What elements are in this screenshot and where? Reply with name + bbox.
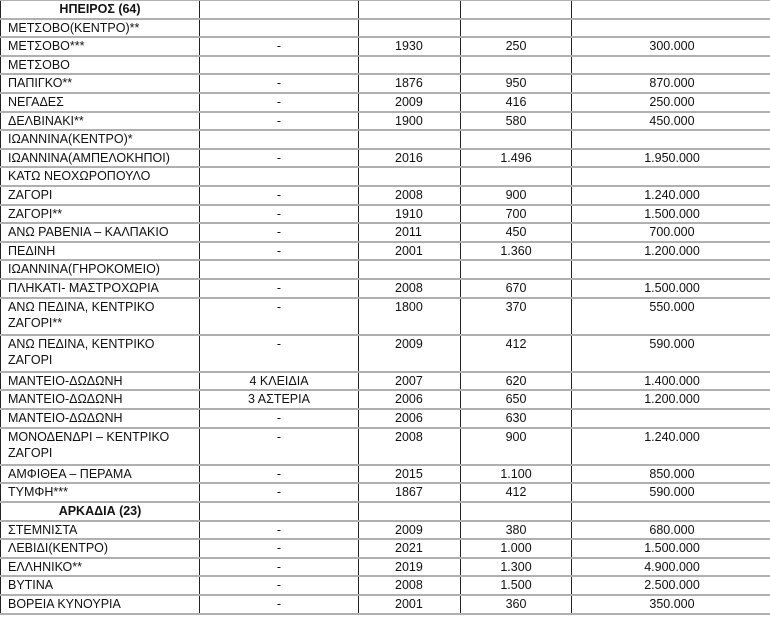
table-row [1, 428, 770, 465]
cell-year: 2011 [359, 223, 461, 242]
cell-rooms: 630 [461, 409, 572, 428]
cell-rating: - [200, 428, 359, 465]
table-row [1, 186, 770, 205]
table-row [1, 595, 770, 614]
cell-price [572, 260, 770, 279]
cell-rooms: 670 [461, 279, 572, 298]
cell-rating [200, 56, 359, 75]
table-row [1, 112, 770, 131]
cell-name: ΠΕΔΙΝΗ [1, 242, 200, 261]
cell-year [359, 56, 461, 75]
cell-price: 590.000 [572, 483, 770, 502]
cell-rooms: 416 [461, 93, 572, 112]
cell-year: 2016 [359, 149, 461, 168]
cell-name: ΜΑΝΤΕΙΟ-ΔΩΔΩΝΗ [1, 372, 200, 391]
cell-rating: - [200, 521, 359, 540]
cell-rooms: 620 [461, 372, 572, 391]
cell-price: 1.240.000 [572, 428, 770, 465]
cell-name: ΑΜΦΙΘΕΑ – ΠΕΡΑΜΑ [1, 465, 200, 484]
cell-price [572, 167, 770, 186]
cell-name: ΑΝΩ ΠΕΔΙΝΑ, ΚΕΝΤΡΙΚΟ ΖΑΓΟΡΙ [1, 335, 200, 372]
table-row [1, 409, 770, 428]
cell-rooms: 1.000 [461, 539, 572, 558]
cell-price: 590.000 [572, 335, 770, 372]
cell-year [359, 19, 461, 38]
table-row [1, 539, 770, 558]
table-body [1, 0, 770, 614]
cell-name: ΚΑΤΩ ΝΕΟΧΩΡΟΠΟΥΛΟ [1, 167, 200, 186]
cell-rating: - [200, 465, 359, 484]
cell-year: 2008 [359, 576, 461, 595]
cell-rating [200, 130, 359, 149]
cell-price: 1.500.000 [572, 205, 770, 224]
cell-year: 2008 [359, 428, 461, 465]
cell-price [572, 0, 770, 19]
table-row [1, 279, 770, 298]
cell-year [359, 502, 461, 521]
cell-price [572, 502, 770, 521]
cell-price [572, 409, 770, 428]
cell-rating: 3 ΑΣΤΕΡΙΑ [200, 390, 359, 409]
cell-price: 850.000 [572, 465, 770, 484]
cell-price: 250.000 [572, 93, 770, 112]
cell-name: ΜΕΤΣΟΒΟ [1, 56, 200, 75]
cell-rooms: 250 [461, 37, 572, 56]
table-row [1, 19, 770, 38]
cell-name: ΑΝΩ ΡΑΒΕΝΙΑ – ΚΑΛΠΑΚΙΟ [1, 223, 200, 242]
cell-rooms: 360 [461, 595, 572, 614]
cell-name: ΠΑΠΙΓΚΟ** [1, 74, 200, 93]
cell-rating: - [200, 539, 359, 558]
cell-rating: - [200, 223, 359, 242]
cell-price [572, 19, 770, 38]
table-row [1, 465, 770, 484]
cell-rooms: 1.360 [461, 242, 572, 261]
cell-rooms: 1.300 [461, 558, 572, 577]
cell-rating: - [200, 186, 359, 205]
cell-year [359, 130, 461, 149]
cell-name: ΛΕΒΙΔΙ(ΚΕΝΤΡΟ) [1, 539, 200, 558]
cell-rooms: 900 [461, 428, 572, 465]
cell-year [359, 0, 461, 19]
cell-price [572, 130, 770, 149]
cell-rating: - [200, 112, 359, 131]
cell-rating: - [200, 558, 359, 577]
cell-year: 1800 [359, 298, 461, 335]
region-header-row [1, 502, 770, 521]
cell-year: 2009 [359, 335, 461, 372]
region-title: ΗΠΕΙΡΟΣ (64) [1, 0, 200, 19]
cell-rating: - [200, 298, 359, 335]
table-row [1, 298, 770, 335]
cell-rating [200, 167, 359, 186]
cell-price: 1.950.000 [572, 149, 770, 168]
region-header-row [1, 0, 770, 19]
cell-rooms: 1.100 [461, 465, 572, 484]
cell-rating: - [200, 483, 359, 502]
cell-rooms: 450 [461, 223, 572, 242]
cell-name: ΖΑΓΟΡΙ [1, 186, 200, 205]
cell-name: ΜΑΝΤΕΙΟ-ΔΩΔΩΝΗ [1, 390, 200, 409]
cell-price: 300.000 [572, 37, 770, 56]
cell-year: 1867 [359, 483, 461, 502]
cell-price: 350.000 [572, 595, 770, 614]
cell-name: ΜΑΝΤΕΙΟ-ΔΩΔΩΝΗ [1, 409, 200, 428]
cell-rooms: 580 [461, 112, 572, 131]
cell-rating [200, 0, 359, 19]
cell-price: 2.500.000 [572, 576, 770, 595]
table-row [1, 93, 770, 112]
cell-year: 2015 [359, 465, 461, 484]
cell-year: 1930 [359, 37, 461, 56]
cell-rating: - [200, 37, 359, 56]
cell-name: ΙΩΑΝΝΙΝΑ(ΚΕΝΤΡΟ)* [1, 130, 200, 149]
cell-year: 2008 [359, 279, 461, 298]
cell-year: 2009 [359, 521, 461, 540]
region-title: ΑΡΚΑΔΙΑ (23) [1, 502, 200, 521]
cell-rooms [461, 167, 572, 186]
table-row [1, 167, 770, 186]
cell-year: 1900 [359, 112, 461, 131]
cell-rating [200, 19, 359, 38]
cell-year: 2009 [359, 93, 461, 112]
cell-price: 4.900.000 [572, 558, 770, 577]
table-row [1, 576, 770, 595]
cell-price: 1.500.000 [572, 279, 770, 298]
cell-rating: - [200, 576, 359, 595]
table-row [1, 74, 770, 93]
cell-name: ΒΟΡΕΙΑ ΚΥΝΟΥΡΙΑ [1, 595, 200, 614]
cell-price: 450.000 [572, 112, 770, 131]
cell-rooms: 1.496 [461, 149, 572, 168]
cell-rooms: 700 [461, 205, 572, 224]
cell-year: 2006 [359, 390, 461, 409]
cell-price: 1.200.000 [572, 242, 770, 261]
cell-price: 700.000 [572, 223, 770, 242]
cell-year: 2021 [359, 539, 461, 558]
cell-rating [200, 260, 359, 279]
table-row [1, 37, 770, 56]
cell-rating [200, 502, 359, 521]
cell-year: 2001 [359, 242, 461, 261]
cell-name: ΝΕΓΑΔΕΣ [1, 93, 200, 112]
table-row [1, 335, 770, 372]
cell-rooms: 412 [461, 483, 572, 502]
cell-year: 2007 [359, 372, 461, 391]
table-row [1, 558, 770, 577]
cell-name: ΔΕΛΒΙΝΑΚΙ** [1, 112, 200, 131]
cell-rating: - [200, 74, 359, 93]
cell-rooms: 370 [461, 298, 572, 335]
cell-rating: 4 ΚΛΕΙΔΙΑ [200, 372, 359, 391]
table-row [1, 56, 770, 75]
table-row [1, 242, 770, 261]
cell-year: 2019 [359, 558, 461, 577]
cell-rooms [461, 0, 572, 19]
table-row [1, 483, 770, 502]
cell-year: 1876 [359, 74, 461, 93]
cell-rating: - [200, 595, 359, 614]
cell-rating: - [200, 205, 359, 224]
cell-rooms [461, 260, 572, 279]
cell-name: ΠΛΗΚΑΤΙ- ΜΑΣΤΡΟΧΩΡΙΑ [1, 279, 200, 298]
cell-year: 2001 [359, 595, 461, 614]
cell-rating: - [200, 149, 359, 168]
cell-rating: - [200, 242, 359, 261]
table-row [1, 223, 770, 242]
cell-name: ΖΑΓΟΡΙ** [1, 205, 200, 224]
cell-rating: - [200, 409, 359, 428]
cell-name: ΙΩΑΝΝΙΝΑ(ΓΗΡΟΚΟΜΕΙΟ) [1, 260, 200, 279]
cell-rooms: 380 [461, 521, 572, 540]
cell-rooms: 950 [461, 74, 572, 93]
cell-rating: - [200, 93, 359, 112]
cell-name: ΜΕΤΣΟΒΟ(ΚΕΝΤΡΟ)** [1, 19, 200, 38]
cell-year [359, 260, 461, 279]
cell-name: ΑΝΩ ΠΕΔΙΝΑ, ΚΕΝΤΡΙΚΟ ΖΑΓΟΡΙ** [1, 298, 200, 335]
table-row [1, 260, 770, 279]
cell-rating: - [200, 279, 359, 298]
table-row [1, 130, 770, 149]
cell-year: 2008 [359, 186, 461, 205]
cell-rooms [461, 56, 572, 75]
cell-name: ΙΩΑΝΝΙΝΑ(ΑΜΠΕΛΟΚΗΠΟΙ) [1, 149, 200, 168]
cell-year: 2006 [359, 409, 461, 428]
cell-price: 1.240.000 [572, 186, 770, 205]
cell-name: ΒΥΤΙΝΑ [1, 576, 200, 595]
cell-name: ΜΕΤΣΟΒΟ*** [1, 37, 200, 56]
cell-rooms: 900 [461, 186, 572, 205]
cell-price: 550.000 [572, 298, 770, 335]
cell-name: ΤΥΜΦΗ*** [1, 483, 200, 502]
table-row [1, 521, 770, 540]
cell-price: 1.500.000 [572, 539, 770, 558]
cell-rooms [461, 19, 572, 38]
cell-rooms: 650 [461, 390, 572, 409]
cell-price: 1.200.000 [572, 390, 770, 409]
table-row [1, 372, 770, 391]
cell-price: 870.000 [572, 74, 770, 93]
cell-rooms [461, 502, 572, 521]
cell-rooms [461, 130, 572, 149]
cell-price: 1.400.000 [572, 372, 770, 391]
cell-price [572, 56, 770, 75]
cell-year: 1910 [359, 205, 461, 224]
table-row [1, 205, 770, 224]
cell-name: ΜΟΝΟΔΕΝΔΡΙ – ΚΕΝΤΡΙΚΟ ΖΑΓΟΡΙ [1, 428, 200, 465]
cell-rating: - [200, 335, 359, 372]
cell-name: ΣΤΕΜΝΙΣΤΑ [1, 521, 200, 540]
cell-price: 680.000 [572, 521, 770, 540]
table-row [1, 390, 770, 409]
cell-name: ΕΛΛΗΝΙΚΟ** [1, 558, 200, 577]
cell-year [359, 167, 461, 186]
cell-rooms: 1.500 [461, 576, 572, 595]
table-row [1, 149, 770, 168]
cell-rooms: 412 [461, 335, 572, 372]
